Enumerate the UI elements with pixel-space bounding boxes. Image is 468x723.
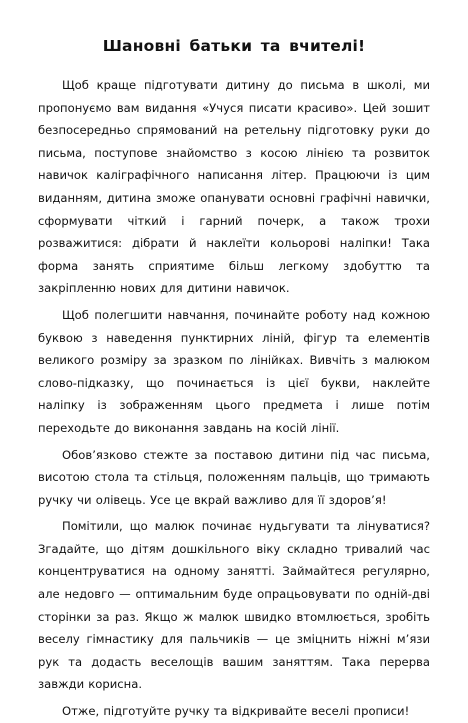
paragraph-intro: Щоб краще підготувати дитину до письма в школі, ми пропонуємо вам видання «Учуся писати красиво». Цей зошит безпосередньо спрямований на ретельну підготовку руки до письма, поступове знайомство з косою лінією та розвиток навичок каліграфічного написання літер. Працюючи із цим виданням, дитина зможе опанувати основні графічні навички, сформувати чіткий і гарний почерк, а також трохи розважитися: дібрати й наклеїти кольорові наліпки! Така форма занять сприятиме більш легкому здобуттю та закріпленню нових для дитини навичок. (38, 78, 430, 296)
page-title: Шановні батьки та вчителі! (102, 37, 366, 55)
paragraph-method: Щоб полегшити навчання, починайте роботу над кожною буквою з наведення пунктирних ліній, фігур та елементів великого розміру за зразком по лінійках. Вивчіть з малюком слово-підказку, що починається із цієї букви, наклейте наліпку із зображенням цього предмета і лише потім переходьте до виконання завдань на косій лінії. (38, 307, 430, 435)
paragraph-breaks: Помітили, що малюк починає нудьгувати та лінуватися? Згадайте, що дітям дошкільного віку складно тривалий час концентруватися на одному занятті. Займайтеся регулярно, але недовго — оптимальним буде опрацьовувати по одній-дві сторінки за раз. Якщо ж малюк швидко втомлюється, зробіть веселу гімнастику для пальчиків — це зміцнить ніжні м’язи рук та додасть веселощів вашим заняттям. Така перерва завжди корисна. (38, 519, 430, 692)
paragraph-posture: Обов’язково стежте за поставою дитини під час письма, висотою стола та стільця, положенням пальців, що тримають ручку чи олівець. Усе це вкрай важливо для її здоров’я! (38, 447, 430, 507)
body-text (38, 74, 430, 723)
paragraph-closing: Отже, підготуйте ручку та відкривайте веселі прописи! (62, 704, 410, 719)
